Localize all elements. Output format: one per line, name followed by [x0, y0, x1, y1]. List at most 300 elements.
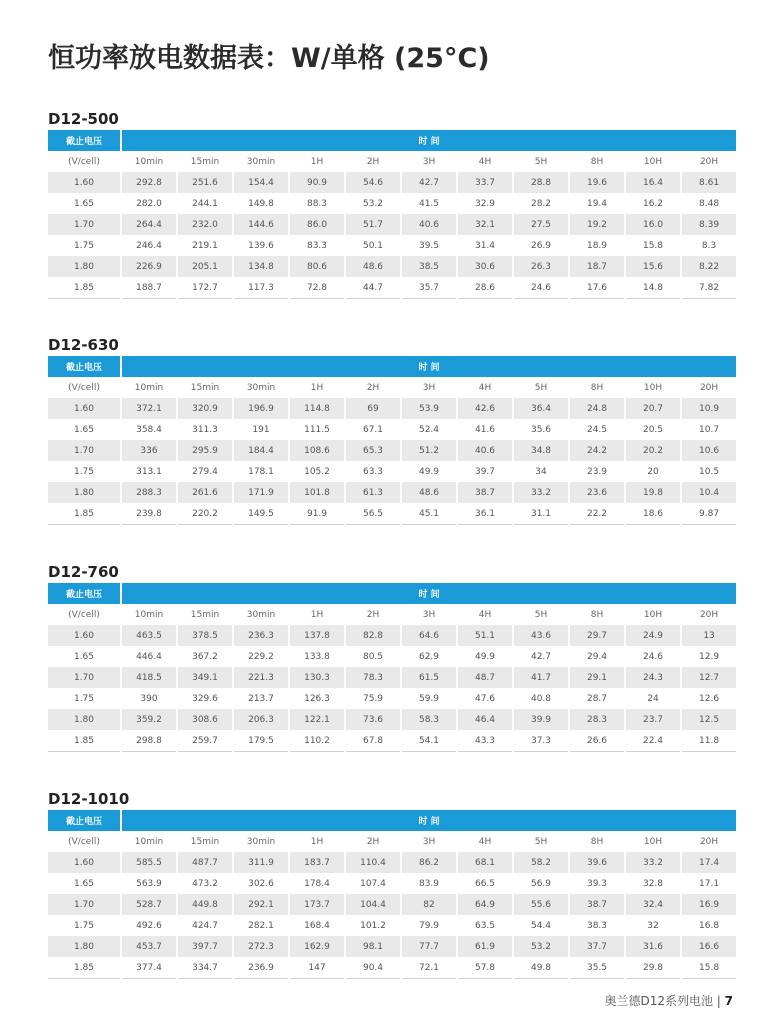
power-cell: 149.5 [234, 503, 288, 525]
power-cell: 378.5 [178, 625, 232, 646]
power-cell: 53.9 [402, 398, 456, 419]
unit-header-cell: 2H [366, 609, 380, 620]
unit-header-cell: 10min [134, 156, 164, 167]
power-cell: 39.5 [418, 240, 440, 251]
power-cell: 139.6 [248, 240, 274, 251]
power-cell: 105.2 [304, 466, 330, 477]
model-title: D12-630 [48, 336, 119, 354]
power-cell: 220.2 [178, 503, 232, 525]
power-cell: 17.1 [699, 878, 720, 889]
power-cell: 51.2 [402, 440, 456, 461]
power-cell: 16.6 [682, 936, 736, 957]
table-row [48, 688, 736, 709]
power-cell: 26.3 [514, 256, 568, 277]
power-cell: 29.1 [570, 667, 624, 688]
power-cell: 563.9 [136, 878, 162, 889]
unit-header-cell: 3H [422, 609, 436, 620]
power-cell: 20.2 [626, 440, 680, 461]
power-cell: 110.2 [290, 730, 344, 752]
power-cell: 53.2 [514, 936, 568, 957]
unit-header-cell: 15min [190, 836, 220, 847]
unit-header-cell: 1H [310, 382, 324, 393]
unit-header-cell: 8H [590, 836, 604, 847]
power-cell: 32.9 [474, 198, 496, 209]
power-cell: 334.7 [178, 957, 232, 979]
power-cell: 46.4 [458, 709, 512, 730]
table-row [48, 235, 736, 256]
power-cell: 51.7 [346, 214, 400, 235]
time-header: 时 间 [122, 130, 736, 151]
table-row [48, 419, 736, 440]
power-cell: 68.1 [458, 852, 512, 873]
power-cell: 7.82 [682, 277, 736, 299]
unit-header-cell: (V/cell) [68, 382, 100, 393]
power-cell: 453.7 [122, 936, 176, 957]
power-cell: 41.6 [474, 424, 496, 435]
power-cell: 147 [290, 957, 344, 979]
power-cell: 56.9 [530, 878, 552, 889]
voltage-cell: 1.80 [48, 482, 120, 503]
table-header-row [48, 583, 736, 604]
power-cell: 12.6 [699, 693, 720, 704]
time-header: 时 间 [122, 810, 736, 831]
power-cell: 377.4 [122, 957, 176, 979]
power-cell: 10.4 [682, 482, 736, 503]
power-cell: 37.3 [514, 730, 568, 752]
power-cell: 29.8 [626, 957, 680, 979]
table-row [48, 646, 736, 667]
power-cell: 23.6 [570, 482, 624, 503]
power-cell: 178.4 [304, 878, 330, 889]
power-cell: 12.9 [699, 651, 720, 662]
table-row [48, 709, 736, 730]
voltage-cell: 1.65 [73, 651, 95, 662]
voltage-cell: 1.75 [73, 466, 95, 477]
power-cell: 33.2 [626, 852, 680, 873]
power-cell: 26.6 [570, 730, 624, 752]
power-cell: 16.4 [626, 172, 680, 193]
power-cell: 29.7 [570, 625, 624, 646]
power-cell: 63.5 [474, 920, 496, 931]
power-cell: 80.5 [362, 651, 384, 662]
power-cell: 75.9 [362, 693, 384, 704]
power-cell: 390 [140, 693, 158, 704]
power-cell: 49.9 [474, 651, 496, 662]
unit-header-cell: 5H [534, 836, 548, 847]
table-row [48, 957, 736, 979]
unit-header-cell: 15min [190, 156, 220, 167]
power-cell: 246.4 [136, 240, 162, 251]
power-cell: 30.6 [458, 256, 512, 277]
table-header-row [48, 130, 736, 151]
unit-header-cell: 10min [134, 836, 164, 847]
power-cell: 585.5 [122, 852, 176, 873]
power-cell: 23.9 [586, 466, 608, 477]
discharge-table [46, 130, 738, 299]
power-cell: 114.8 [290, 398, 344, 419]
power-cell: 463.5 [122, 625, 176, 646]
power-cell: 28.2 [530, 198, 552, 209]
power-cell: 40.6 [402, 214, 456, 235]
power-cell: 10.5 [699, 466, 720, 477]
power-cell: 311.3 [192, 424, 218, 435]
units-row [48, 604, 736, 625]
discharge-table [46, 583, 738, 752]
power-cell: 33.2 [514, 482, 568, 503]
power-cell: 168.4 [304, 920, 330, 931]
table-row [48, 936, 736, 957]
voltage-cell: 1.80 [48, 936, 120, 957]
units-row [48, 831, 736, 852]
power-cell: 418.5 [122, 667, 176, 688]
power-cell: 15.8 [682, 957, 736, 979]
page-number: 7 [724, 994, 733, 1008]
power-cell: 487.7 [178, 852, 232, 873]
power-cell: 24.6 [642, 651, 664, 662]
power-cell: 10.7 [699, 424, 720, 435]
power-cell: 82.8 [346, 625, 400, 646]
power-cell: 28.8 [514, 172, 568, 193]
power-cell: 64.6 [402, 625, 456, 646]
power-cell: 61.5 [402, 667, 456, 688]
power-cell: 58.2 [514, 852, 568, 873]
power-cell: 134.8 [234, 256, 288, 277]
power-cell: 19.4 [586, 198, 608, 209]
power-cell: 90.4 [346, 957, 400, 979]
power-cell: 188.7 [122, 277, 176, 299]
power-cell: 236.9 [234, 957, 288, 979]
power-cell: 154.4 [234, 172, 288, 193]
power-cell: 282.0 [136, 198, 162, 209]
power-cell: 16.2 [642, 198, 664, 209]
power-cell: 61.9 [458, 936, 512, 957]
power-cell: 83.9 [418, 878, 440, 889]
power-cell: 57.8 [458, 957, 512, 979]
power-cell: 62.9 [418, 651, 440, 662]
power-cell: 34 [535, 466, 547, 477]
power-cell: 359.2 [122, 709, 176, 730]
power-cell: 528.7 [122, 894, 176, 915]
voltage-cell: 1.85 [48, 730, 120, 752]
power-cell: 19.8 [626, 482, 680, 503]
power-cell: 43.6 [514, 625, 568, 646]
cutoff-voltage-header: 截止电压 [48, 130, 120, 151]
power-cell: 292.1 [234, 894, 288, 915]
power-cell: 213.7 [248, 693, 274, 704]
unit-header-cell: 10H [643, 609, 663, 620]
unit-header-cell: (V/cell) [68, 609, 100, 620]
power-cell: 18.9 [586, 240, 608, 251]
table-row [48, 667, 736, 688]
footer-separator: | [712, 994, 725, 1008]
power-cell: 10.6 [682, 440, 736, 461]
power-cell: 48.7 [458, 667, 512, 688]
power-cell: 33.7 [458, 172, 512, 193]
voltage-cell: 1.80 [48, 256, 120, 277]
units-row [48, 151, 736, 172]
power-cell: 133.8 [304, 651, 330, 662]
power-cell: 41.5 [418, 198, 440, 209]
power-cell: 16.9 [682, 894, 736, 915]
power-cell: 12.7 [682, 667, 736, 688]
power-cell: 298.8 [122, 730, 176, 752]
power-cell: 295.9 [178, 440, 232, 461]
unit-header-cell: 8H [590, 609, 604, 620]
unit-header-cell: 15min [190, 382, 220, 393]
power-cell: 101.2 [360, 920, 386, 931]
power-cell: 8.39 [682, 214, 736, 235]
power-cell: 259.7 [178, 730, 232, 752]
power-cell: 40.8 [530, 693, 552, 704]
power-cell: 39.7 [474, 466, 496, 477]
table-section-d12-760 [48, 561, 732, 752]
power-cell: 206.3 [234, 709, 288, 730]
power-cell: 336 [122, 440, 176, 461]
power-cell: 320.9 [178, 398, 232, 419]
power-cell: 17.4 [682, 852, 736, 873]
units-row [48, 377, 736, 398]
power-cell: 11.8 [682, 730, 736, 752]
power-cell: 292.8 [122, 172, 176, 193]
power-cell: 446.4 [136, 651, 162, 662]
power-cell: 172.7 [178, 277, 232, 299]
power-cell: 122.1 [290, 709, 344, 730]
power-cell: 41.7 [514, 667, 568, 688]
voltage-cell: 1.75 [73, 920, 95, 931]
model-title: D12-760 [48, 563, 119, 581]
power-cell: 50.1 [362, 240, 384, 251]
power-cell: 16.0 [626, 214, 680, 235]
table-row [48, 256, 736, 277]
power-cell: 149.8 [248, 198, 274, 209]
power-cell: 117.3 [234, 277, 288, 299]
power-cell: 104.4 [346, 894, 400, 915]
power-cell: 358.4 [136, 424, 162, 435]
power-cell: 32.8 [642, 878, 664, 889]
power-cell: 313.1 [136, 466, 162, 477]
power-cell: 18.6 [626, 503, 680, 525]
unit-header-cell: 20H [699, 836, 719, 847]
voltage-cell: 1.70 [48, 440, 120, 461]
power-cell: 78.3 [346, 667, 400, 688]
unit-header-cell: 2H [366, 382, 380, 393]
unit-header-cell: 15min [190, 609, 220, 620]
power-cell: 39.6 [570, 852, 624, 873]
power-cell: 137.8 [290, 625, 344, 646]
unit-header-cell: 5H [534, 156, 548, 167]
power-cell: 49.8 [514, 957, 568, 979]
power-cell: 27.5 [514, 214, 568, 235]
unit-header-cell: 4H [478, 156, 492, 167]
power-cell: 48.6 [402, 482, 456, 503]
power-cell: 10.9 [682, 398, 736, 419]
power-cell: 49.9 [418, 466, 440, 477]
power-cell: 179.5 [234, 730, 288, 752]
power-cell: 162.9 [290, 936, 344, 957]
voltage-cell: 1.60 [48, 398, 120, 419]
power-cell: 17.6 [570, 277, 624, 299]
power-cell: 88.3 [306, 198, 328, 209]
power-cell: 36.4 [514, 398, 568, 419]
power-cell: 101.8 [290, 482, 344, 503]
power-cell: 12.5 [682, 709, 736, 730]
unit-header-cell: (V/cell) [68, 156, 100, 167]
unit-header-cell: 30min [246, 156, 276, 167]
power-cell: 52.4 [418, 424, 440, 435]
table-row [48, 172, 736, 193]
power-cell: 178.1 [248, 466, 274, 477]
power-cell: 8.22 [682, 256, 736, 277]
power-cell: 42.7 [530, 651, 552, 662]
unit-header-cell: 20H [699, 382, 719, 393]
power-cell: 191 [252, 424, 270, 435]
power-cell: 31.4 [474, 240, 496, 251]
table-header-row [48, 810, 736, 831]
power-cell: 38.3 [586, 920, 608, 931]
power-cell: 38.5 [402, 256, 456, 277]
power-cell: 58.3 [402, 709, 456, 730]
page-title: 恒功率放电数据表：W/单格 (25°C) [48, 43, 490, 74]
power-cell: 424.7 [192, 920, 218, 931]
power-cell: 239.8 [122, 503, 176, 525]
power-cell: 23.7 [626, 709, 680, 730]
table-row [48, 398, 736, 419]
power-cell: 22.2 [570, 503, 624, 525]
power-cell: 72.1 [402, 957, 456, 979]
discharge-table [46, 356, 738, 525]
footer-brand: 奥兰德D12系列电池 [604, 994, 713, 1008]
power-cell: 108.6 [290, 440, 344, 461]
power-cell: 24.6 [514, 277, 568, 299]
voltage-cell: 1.60 [48, 852, 120, 873]
power-cell: 20.5 [642, 424, 664, 435]
power-cell: 48.6 [346, 256, 400, 277]
cutoff-voltage-header: 截止电压 [48, 583, 120, 604]
cutoff-voltage-header: 截止电压 [48, 356, 120, 377]
power-cell: 61.3 [346, 482, 400, 503]
unit-header-cell: 2H [366, 836, 380, 847]
power-cell: 67.1 [362, 424, 384, 435]
power-cell: 32.1 [458, 214, 512, 235]
voltage-cell: 1.85 [48, 957, 120, 979]
power-cell: 56.5 [346, 503, 400, 525]
power-cell: 111.5 [304, 424, 330, 435]
power-cell: 20.7 [626, 398, 680, 419]
table-row [48, 440, 736, 461]
power-cell: 54.4 [530, 920, 552, 931]
power-cell: 39.9 [514, 709, 568, 730]
power-cell: 397.7 [178, 936, 232, 957]
unit-header-cell: 3H [422, 382, 436, 393]
table-row [48, 730, 736, 752]
power-cell: 130.3 [290, 667, 344, 688]
power-cell: 28.6 [458, 277, 512, 299]
power-cell: 8.61 [682, 172, 736, 193]
power-cell: 183.7 [290, 852, 344, 873]
power-cell: 90.9 [290, 172, 344, 193]
power-cell: 31.1 [514, 503, 568, 525]
power-cell: 34.8 [514, 440, 568, 461]
power-cell: 205.1 [178, 256, 232, 277]
power-cell: 229.2 [248, 651, 274, 662]
power-cell: 39.3 [586, 878, 608, 889]
power-cell: 32.4 [626, 894, 680, 915]
power-cell: 28.3 [570, 709, 624, 730]
power-cell: 302.6 [248, 878, 274, 889]
table-row [48, 625, 736, 646]
voltage-cell: 1.85 [48, 277, 120, 299]
power-cell: 232.0 [178, 214, 232, 235]
power-cell: 98.1 [346, 936, 400, 957]
page-footer [604, 992, 733, 1009]
voltage-cell: 1.65 [73, 878, 95, 889]
power-cell: 367.2 [192, 651, 218, 662]
power-cell: 15.6 [626, 256, 680, 277]
unit-header-cell: 10min [134, 609, 164, 620]
unit-header-cell: 10H [643, 382, 663, 393]
power-cell: 35.5 [570, 957, 624, 979]
power-cell: 42.7 [402, 172, 456, 193]
power-cell: 24.3 [626, 667, 680, 688]
power-cell: 126.3 [304, 693, 330, 704]
table-section-d12-630 [48, 334, 732, 525]
table-row [48, 461, 736, 482]
power-cell: 38.7 [458, 482, 512, 503]
power-cell: 329.6 [192, 693, 218, 704]
power-cell: 144.6 [234, 214, 288, 235]
unit-header-cell: (V/cell) [68, 836, 100, 847]
voltage-cell: 1.70 [48, 667, 120, 688]
power-cell: 79.9 [418, 920, 440, 931]
power-cell: 42.6 [458, 398, 512, 419]
power-cell: 77.7 [402, 936, 456, 957]
unit-header-cell: 10H [643, 156, 663, 167]
table-row [48, 277, 736, 299]
power-cell: 20 [647, 466, 659, 477]
power-cell: 449.8 [178, 894, 232, 915]
power-cell: 221.3 [234, 667, 288, 688]
power-cell: 24.5 [586, 424, 608, 435]
table-section-d12-500 [48, 108, 732, 299]
power-cell: 55.6 [514, 894, 568, 915]
power-cell: 22.4 [626, 730, 680, 752]
power-cell: 66.5 [474, 878, 496, 889]
power-cell: 196.9 [234, 398, 288, 419]
power-cell: 40.6 [458, 440, 512, 461]
power-cell: 44.7 [346, 277, 400, 299]
power-cell: 110.4 [346, 852, 400, 873]
unit-header-cell: 10min [134, 382, 164, 393]
power-cell: 91.9 [290, 503, 344, 525]
table-row [48, 894, 736, 915]
power-cell: 53.2 [362, 198, 384, 209]
power-cell: 8.48 [699, 198, 720, 209]
power-cell: 19.2 [570, 214, 624, 235]
power-cell: 8.3 [701, 240, 717, 251]
power-cell: 18.7 [570, 256, 624, 277]
power-cell: 24 [647, 693, 659, 704]
power-cell: 24.9 [626, 625, 680, 646]
power-cell: 32 [647, 920, 659, 931]
power-cell: 473.2 [192, 878, 218, 889]
power-cell: 492.6 [136, 920, 162, 931]
power-cell: 311.9 [234, 852, 288, 873]
power-cell: 54.1 [402, 730, 456, 752]
voltage-cell: 1.70 [48, 214, 120, 235]
discharge-table [46, 810, 738, 979]
power-cell: 219.1 [192, 240, 218, 251]
power-cell: 83.3 [306, 240, 328, 251]
